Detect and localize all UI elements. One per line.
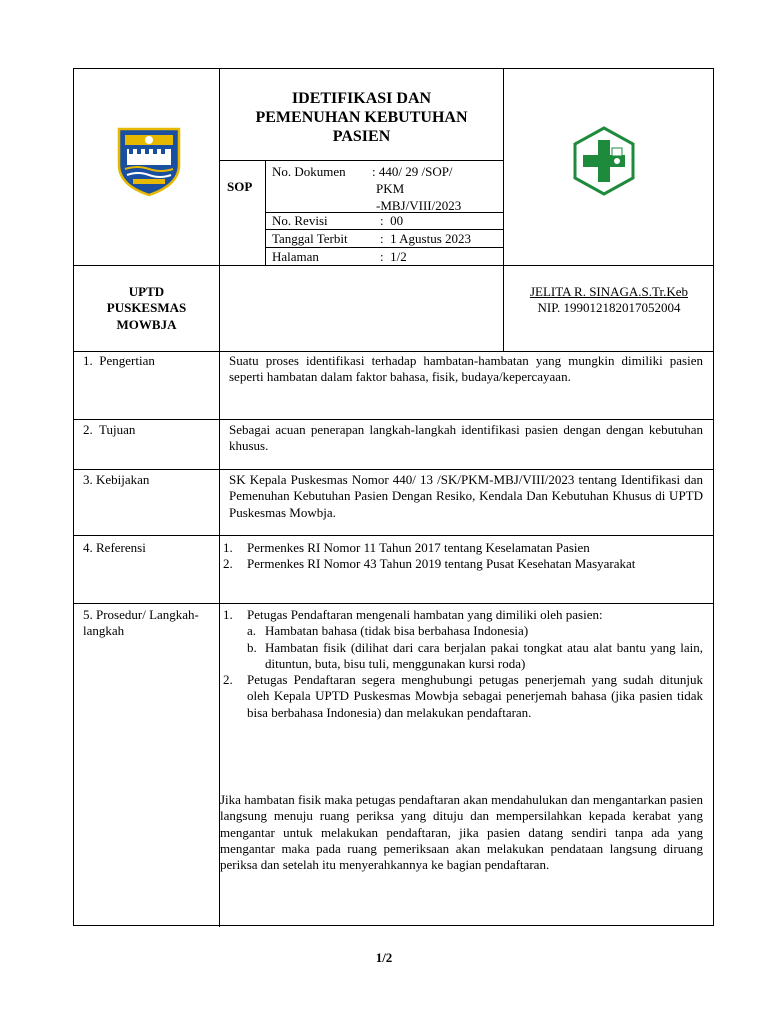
list-subitem — [231, 623, 703, 639]
page-value: : 1/2 — [380, 249, 407, 264]
footer-page-number: 1/2 — [375, 950, 393, 965]
label-line: 5. Prosedur/ Langkah- — [83, 607, 199, 622]
page-label: Halaman — [272, 249, 319, 264]
title-line: IDETIFIKASI DAN — [291, 90, 432, 107]
list-text: Petugas Pendaftaran segera menghubungi petugas penerjemah yang sudah ditunjuk oleh Kepala UPTD Puskesmas Mowbja sebagai penerjemah bahasa (jika pasien tidak bisa berbahasa Indonesia) dan melakukan pendaftaran. — [247, 672, 703, 720]
list-text: Permenkes RI Nomor 43 Tahun 2019 tentang Pusat Kesehatan Masyarakat — [247, 556, 636, 572]
signer-name: JELITA R. SINAGA.S.Tr.Keb — [529, 284, 689, 299]
list-number: 2. — [223, 556, 233, 572]
referensi-list — [223, 540, 703, 573]
signer-block — [504, 284, 714, 317]
list-subitem — [231, 640, 703, 673]
prosedur-paragraph: Jika hambatan fisik maka petugas pendaftaran akan mendahulukan dan mengantarkan pasien langsung menuju ruang periksa yang dituju dan mempersilahkan kepada kerabat yang mengantar untuk melakukan pendaftaran, jika pasien datang sendiri tanpa ada yang mengantar maka pada ruang pemeriksaan akan melakukan pendataan langsung diruang periksa dan setelah itu menyerahkannya ke bagian pendaftaran. — [220, 792, 703, 872]
list-text: Hambatan fisik (dilihat dari cara berjalan pakai tongkat atau alat bantu yang lain, dituntun, buta, bisu tuli, menggunakan kursi roda) — [265, 639, 703, 671]
section-label-prosedur — [83, 607, 199, 640]
title-line: PEMENUHAN KEBUTUHAN — [255, 109, 468, 127]
list-number: 2. — [223, 672, 233, 687]
health-cross-logo-icon — [572, 126, 636, 196]
revision-value: : 00 — [380, 213, 404, 228]
doc-number-line: PKM — [376, 180, 405, 196]
list-item — [223, 607, 703, 623]
org-line: UPTD — [128, 284, 165, 299]
section-label-pengertian: 1. Pengertian — [83, 353, 155, 368]
list-letter: a. — [247, 623, 257, 639]
doc-number-line: -MBJ/VIII/2023 — [376, 197, 462, 213]
document-title — [225, 89, 498, 147]
section-text-pengertian: Suatu proses identifikasi terhadap hambatan-hambatan yang mungkin dimiliki pasien seperti hambatan dalam faktor bahasa, fisik, budaya/kepercayaan. — [229, 353, 703, 385]
issue-date-label: Tanggal Terbit — [272, 231, 348, 246]
org-line: MOWBJA — [116, 316, 177, 332]
sop-label: SOP — [227, 179, 253, 194]
list-text: Hambatan bahasa (tidak bisa berbahasa Indonesia) — [265, 623, 529, 639]
regency-emblem-icon — [117, 127, 181, 197]
issue-date-value: : 1 Agustus 2023 — [380, 231, 472, 246]
section-text-tujuan: Sebagai acuan penerapan langkah-langkah identifikasi pasien dengan dengan kebutuhan khusus. — [229, 422, 703, 454]
list-item — [223, 540, 703, 556]
list-text: Permenkes RI Nomor 11 Tahun 2017 tentang Keselamatan Pasien — [247, 540, 590, 555]
title-line: PASIEN — [332, 128, 391, 146]
list-number: 1. — [223, 607, 233, 622]
list-letter: b. — [247, 639, 257, 655]
signer-nip: NIP. 199012182017052004 — [537, 300, 681, 316]
list-item — [223, 556, 703, 572]
revision-label: No. Revisi — [272, 213, 328, 228]
label-line: langkah — [83, 623, 125, 639]
section-text-kebijakan: SK Kepala Puskesmas Nomor 440/ 13 /SK/PKM-MBJ/VIII/2023 tentang Identifikasi dan Pemenuhan Kebutuhan Pasien Dengan Resiko, Kendala Dan Kebutuhan Khusus di UPTD Puskesmas Mowbja. — [229, 472, 703, 520]
list-text: Petugas Pendaftaran mengenali hambatan yang dimiliki oleh pasien: — [247, 607, 603, 622]
org-line: PUSKESMAS — [106, 300, 187, 316]
organization-name — [74, 284, 219, 333]
section-label-kebijakan: 3. Kebijakan — [83, 472, 150, 487]
section-label-tujuan: 2. Tujuan — [83, 422, 136, 437]
list-number: 1. — [223, 540, 233, 555]
doc-number-line: : 440/ 29 /SOP/ — [372, 164, 453, 179]
doc-number-value — [372, 164, 461, 215]
list-item — [223, 672, 703, 721]
prosedur-list — [223, 607, 703, 721]
doc-number-label: No. Dokumen — [272, 164, 346, 179]
section-label-referensi: 4. Referensi — [83, 540, 146, 555]
